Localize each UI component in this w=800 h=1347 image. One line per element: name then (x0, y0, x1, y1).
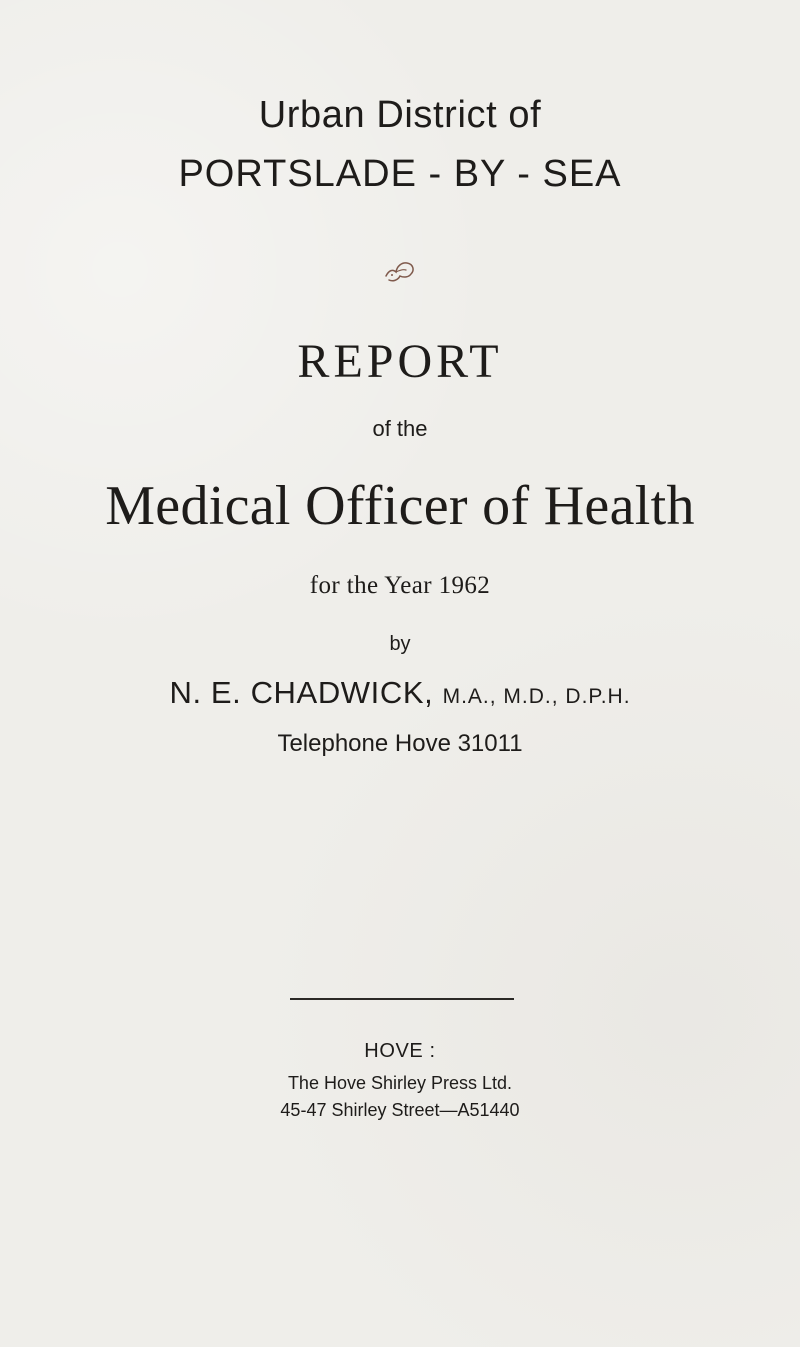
author-line (0, 675, 800, 711)
printer-name: The Hove Shirley Press Ltd. (287, 1073, 513, 1093)
telephone-text: Telephone Hove 31011 (277, 730, 523, 757)
publisher-place: HOVE : (364, 1040, 436, 1062)
district-name: PORTSLADE - BY - SEA (178, 153, 622, 195)
author-name: N. E. CHADWICK, (169, 675, 434, 710)
fleuron-ornament-icon (382, 252, 418, 284)
medical-officer-title: Medical Officer of Health (105, 475, 695, 537)
of-the-text: of the (372, 416, 428, 441)
district-heading: Urban District of (258, 94, 542, 136)
section-divider (290, 998, 514, 1000)
author-degrees: M.A., M.D., D.P.H. (442, 685, 631, 708)
printer-address: 45-47 Shirley Street—A51440 (280, 1100, 520, 1120)
by-text: by (389, 633, 411, 655)
report-year-line: for the Year 1962 (309, 572, 491, 599)
report-title: REPORT (297, 335, 503, 388)
